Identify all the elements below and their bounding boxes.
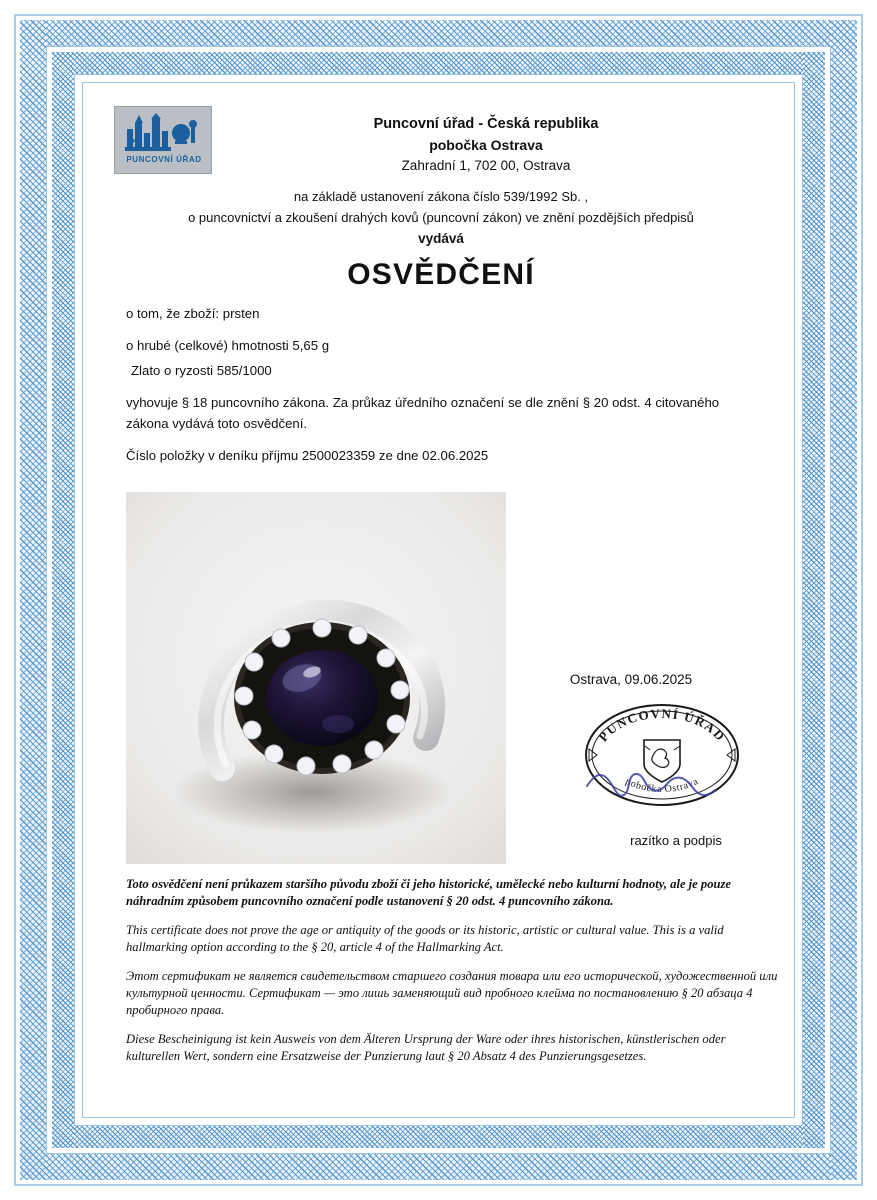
legal-basis [96,186,786,229]
svg-text:M: M [129,134,140,146]
place-and-date: Ostrava, 09.06.2025 [569,672,693,687]
item-line: o tom, že zboží: prsten [126,306,260,321]
signature-label: razítko a podpis [630,833,722,848]
logo-caption: PUNCOVNÍ ÚŘAD [126,155,202,164]
issues-word: vydává [418,231,464,246]
svg-text:PUNCOVNÍ ÚŘAD: PUNCOVNÍ ÚŘAD [595,705,729,745]
castle-icon [123,113,205,153]
guilloche-inner-band-bottom [52,1126,825,1148]
compliance-line: vyhovuje § 18 puncovního zákona. Za průkaz úředního označení se dle znění § 20 odst. 4 citovaného zákona vydává toto osvědčení. [126,395,720,431]
guilloche-band-top [20,20,857,46]
document-title: OSVĚDČENÍ [347,258,535,291]
guilloche-inner-band-right [803,52,825,1148]
guilloche-band-right [831,20,857,1180]
ring-photograph [126,492,506,864]
certificate-content [86,86,791,1114]
fineness-line [126,361,756,381]
certificate-body [126,304,756,479]
disclaimer-cs: Toto osvědčení není průkazem staršího původu zboží či jeho historické, umělecké nebo kulturní hodnoty, ale je pouze náhradním způsobem puncovního označení podle ustanovení § 20 odst. 4 puncovního zákona. [126,877,732,909]
weight-line: o hrubé (celkové) hmotnosti 5,65 g [126,338,330,354]
guilloche-inner-band-top [52,52,825,74]
puncovni-urad-logo [114,106,212,174]
legal-basis-line-1: na základě ustanovení zákona číslo 539/1992 Sb. , [293,189,589,204]
guilloche-band-left [20,20,46,1180]
office-name: Puncovní úřad - Česká republika [373,116,599,132]
stamp-icon [581,700,743,810]
official-stamp [581,700,743,810]
disclaimer-ru: Этот сертификат не является свидетельством старшего создания товара или его исторической, художественной или культурной ценности. Сертификат — это лишь заменяющий вид пробного клейма по постановлению § 20 абзаца 4 пробирного права. [126,968,778,1018]
svg-text:pobočka Ostrava: pobočka Ostrava [623,775,701,796]
disclaimer-de: Diese Bescheinigung ist kein Ausweis von dem Älteren Ursprung der Ware oder ihres historischen, künstlerischen oder kulturellen Wert, sondern eine Ersatzweise der Punzierung laut § 20 Absatz 4 des Punzierungsgesetzes. [126,1031,726,1063]
guilloche-band-bottom [20,1154,857,1180]
ring-image [126,492,506,864]
legal-basis-line-2: o puncovnictví a zkoušení drahých kovů (puncovní zákon) ve znění pozdějších předpisů [188,210,694,226]
disclaimer-block [126,876,778,1076]
guilloche-inner-band-left [52,52,74,1148]
disclaimer-en: This certificate does not prove the age or antiquity of the goods or its historic, artistic or cultural value. This is a valid hallmarking option according to the § 20, article 4 of the Hallmarking Act. [126,922,724,955]
office-branch: pobočka Ostrava [429,137,543,154]
header-block [206,114,766,177]
fineness-text: Zlato o ryzosti 585/1000 [131,362,272,378]
register-line: Číslo položky v deníku příjmu 2500023359 ze dne 02.06.2025 [126,448,489,464]
office-address: Zahradní 1, 702 00, Ostrava [401,158,571,174]
